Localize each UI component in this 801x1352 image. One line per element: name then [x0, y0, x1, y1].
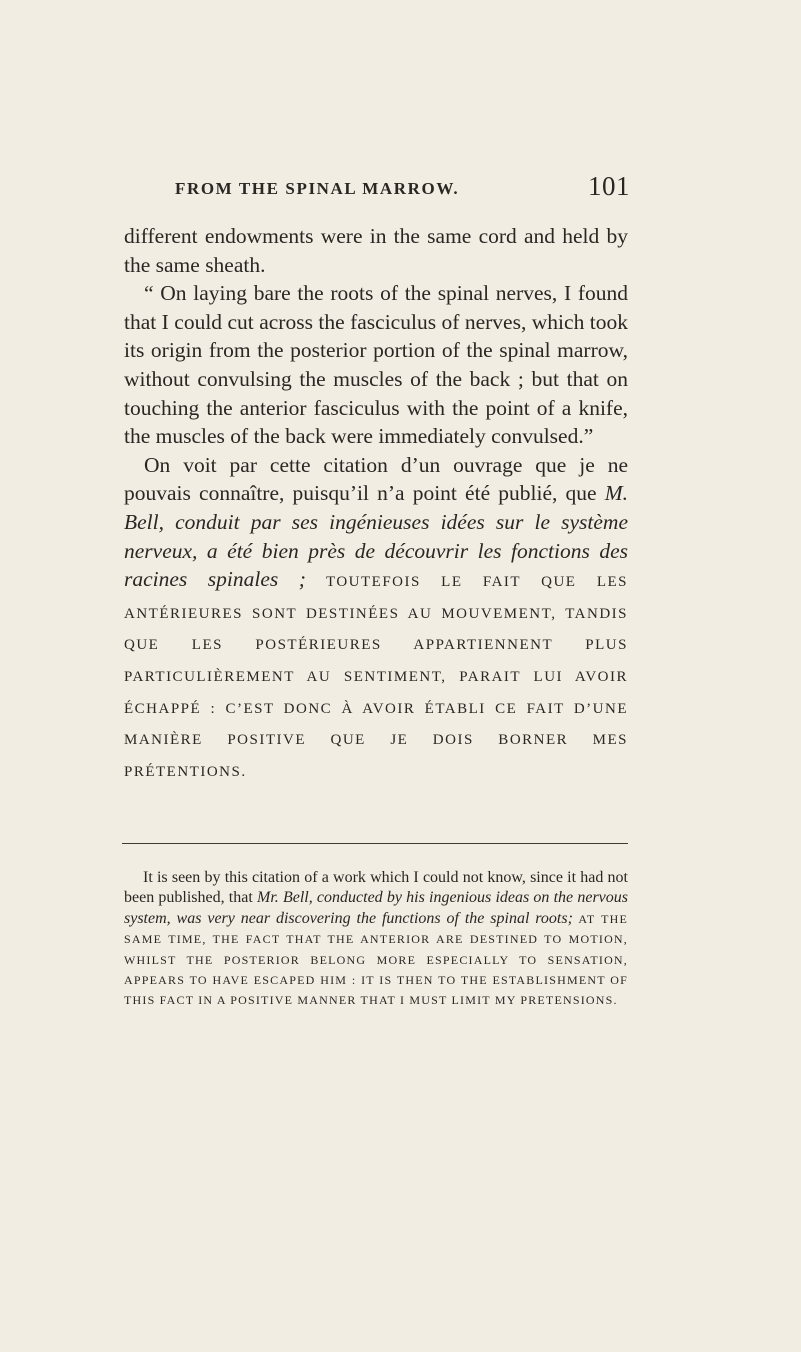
footnote-rule [122, 843, 628, 844]
main-text [124, 222, 628, 786]
french-text-plain: On voit par cette citation d’un ouvrage que je ne pouvais connaître, puisqu’il n’a point été publié, que [124, 452, 628, 506]
paragraph-3-french [124, 451, 628, 787]
footnote-text-small-caps: AT THE SAME TIME, THE FACT THAT THE ANTERIOR ARE DESTINED TO MOTION, WHILST THE POSTERIOR BELONG MORE ESPECIALLY TO SENSATION, APPEARS TO HAVE ESCAPED HIM : IT IS THEN TO THE ESTABLISHMENT OF THIS FACT IN A POSITIVE MANNER THAT I MUST LIMIT MY PRETENSIONS. [124, 911, 628, 1008]
running-title: FROM THE SPINAL MARROW. [175, 179, 460, 198]
footnote-text-italic: Mr. Bell, conducted by his ingenious ideas on the nervous system, was very near discovering the functions of the spinal roots; [124, 889, 628, 927]
footnote-text-plain: It is seen by this citation of a work which I could not know, since it had not been published, that [124, 869, 628, 907]
footnote-paragraph [124, 868, 628, 1011]
footnote [124, 868, 628, 1011]
french-text-small-caps: TOUTEFOIS LE FAIT QUE LES ANTÉRIEURES SONT DESTINÉES AU MOUVEMENT, TANDIS QUE LES POSTÉRIEURES APPARTIENNENT PLUS PARTICULIÈREMENT AU SENTIMENT, PARAIT LUI AVOIR ÉCHAPPÉ : C’EST DONC À AVOIR ÉTABLI CE FAIT D’UNE MANIÈRE POSITIVE QUE JE DOIS BORNER MES PRÉTENTIONS. [124, 574, 628, 780]
paragraph-1: different endowments were in the same cord and held by the same sheath. [124, 224, 628, 277]
page-number: 101 [588, 171, 630, 201]
running-head [175, 171, 630, 205]
paragraph-2-quotation: “ On laying bare the roots of the spinal nerves, I found that I could cut across the fasciculus of nerves, which took its origin from the posterior portion of the spinal marrow, without convulsing the muscles of the back ; but that on touching the anterior fasciculus with the point of a knife, the muscles of the back were immediately convulsed.” [124, 281, 628, 449]
french-text-italic: M. Bell, conduit par ses ingénieuses idées sur le système nerveux, a été bien près de découvrir les fonctions des racines spinales ; [124, 481, 628, 592]
